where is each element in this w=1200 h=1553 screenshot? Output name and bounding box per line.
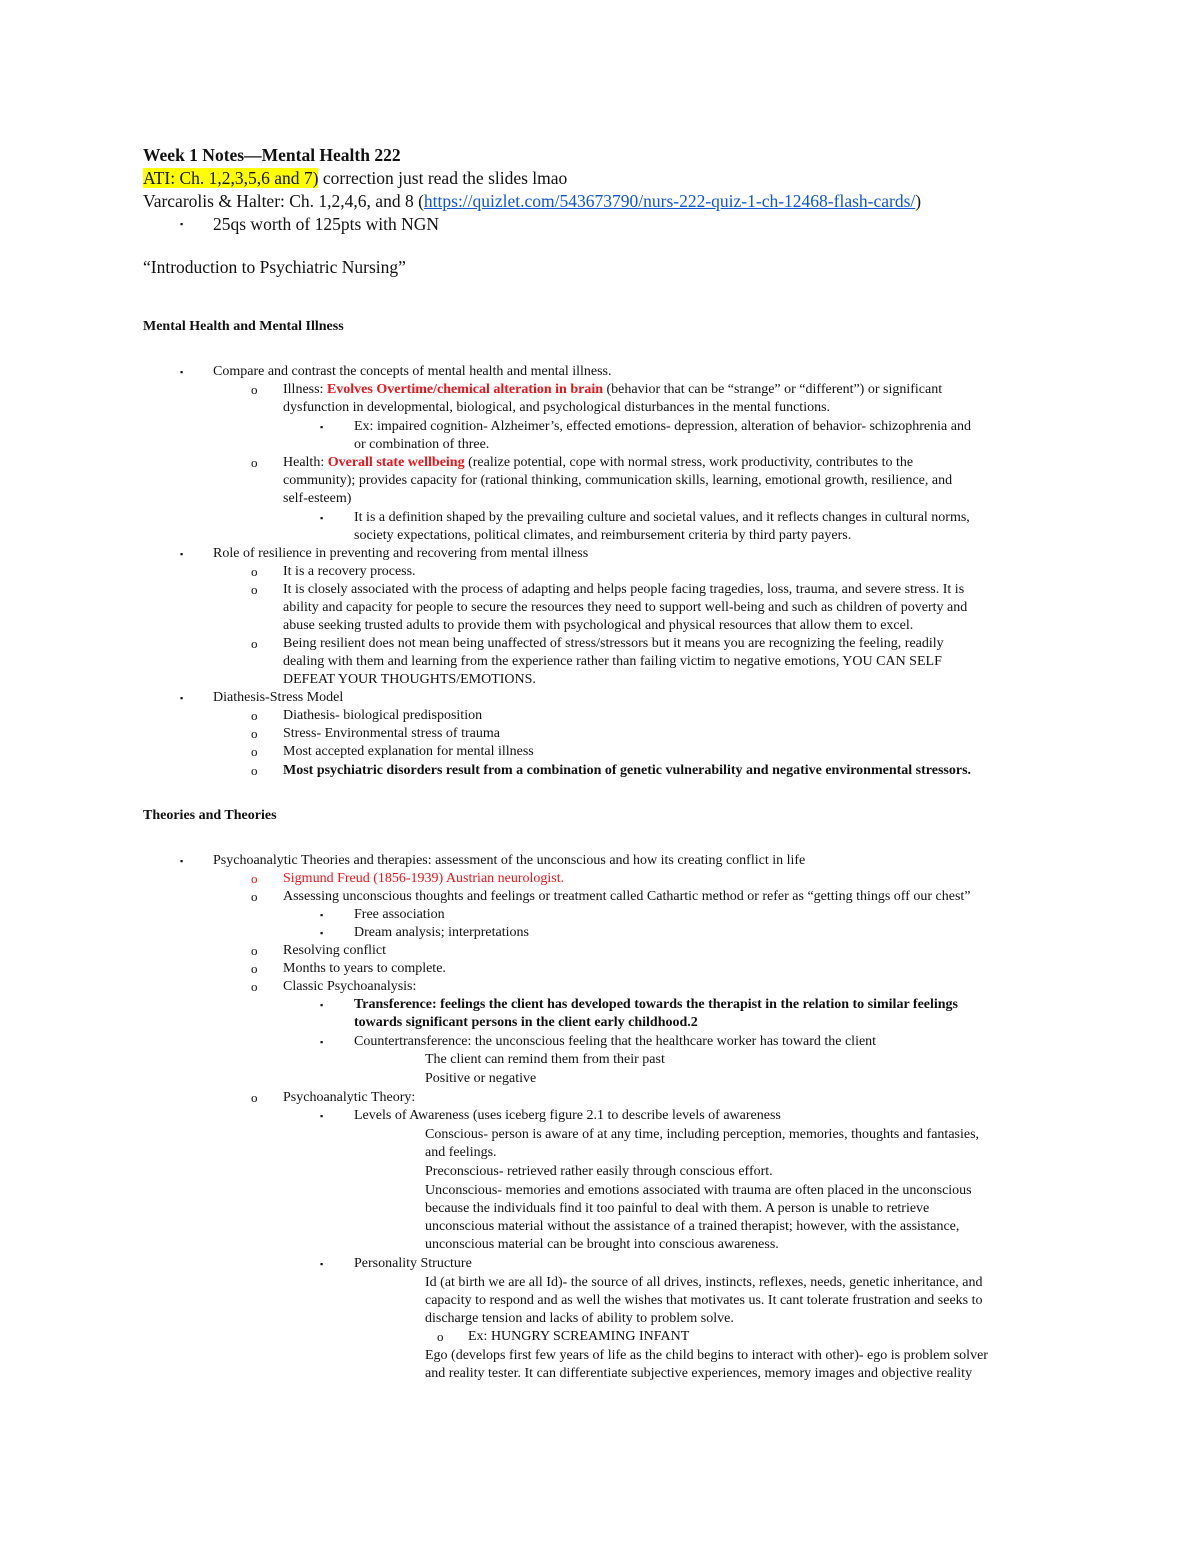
square-bullet: ▪ (180, 219, 184, 229)
list-item: Diathesis-Stress Model (213, 690, 344, 705)
list-item: Compare and contrast the concepts of mental health and mental illness. (213, 364, 612, 379)
circle-bullet: o (251, 455, 258, 470)
health-emphasis: Overall state wellbeing (327, 455, 465, 470)
quizlet-link[interactable]: https://quizlet.com/543673790/nurs-222-quiz-1-ch-12468-flash-cards/ (423, 191, 916, 211)
ati-line (143, 168, 567, 189)
list-item: and feelings. (425, 1145, 497, 1160)
list-item: Diathesis- biological predisposition (283, 708, 483, 723)
list-item: Assessing unconscious thoughts and feelings or treatment called Cathartic method or refer as “getting things off our chest” (283, 889, 971, 904)
square-bullet: ▪ (320, 928, 324, 938)
square-bullet: ▪ (180, 367, 184, 377)
list-item: The client can remind them from their past (425, 1052, 665, 1067)
square-bullet: ▪ (320, 422, 324, 432)
list-item: and reality tester. It can differentiate subjective experiences, memory images and objective reality (425, 1366, 973, 1381)
list-item: unconscious material can be brought into conscious awareness. (425, 1237, 779, 1252)
square-bullet: ▪ (320, 1000, 324, 1010)
list-item: self-esteem) (283, 491, 352, 506)
list-item: It is a recovery process. (283, 564, 416, 579)
list-item: community); provides capacity for (rational thinking, communication skills, learning, emotional growth, resilience, and (283, 473, 953, 488)
list-item: Ex: HUNGRY SCREAMING INFANT (468, 1329, 690, 1344)
list-item: Resolving conflict (283, 943, 387, 958)
list-item: Psychoanalytic Theory: (283, 1090, 416, 1105)
list-item: Psychoanalytic Theories and therapies: assessment of the unconscious and how its creating conflict in life (213, 853, 806, 868)
list-item: society expectations, political climates, and reimbursement criteria by third party payers. (354, 528, 852, 543)
varcarolis-close: ) (915, 191, 922, 211)
list-item: DEFEAT YOUR THOUGHTS/EMOTIONS. (283, 672, 536, 687)
section-heading-theories: Theories and Theories (143, 808, 277, 823)
illness-emphasis: Evolves Overtime/chemical alteration in brain (326, 382, 604, 397)
health-text: (realize potential, cope with normal stress, work productivity, contributes to the (464, 455, 914, 470)
circle-bullet: o (251, 1090, 258, 1105)
list-item: or combination of three. (354, 437, 490, 452)
illness-label: Illness: (283, 382, 327, 397)
ati-note: correction just read the slides lmao (318, 168, 568, 188)
illness-text: (behavior that can be “strange” or “different”) or significant (603, 382, 943, 397)
list-item: Being resilient does not mean being unaffected of stress/stressors but it means you are recognizing the feeling, readily (283, 636, 944, 651)
list-item: capacity to respond and as well the wishes that motivates us. It cant tolerate frustration and seeks to (425, 1293, 983, 1308)
document-title: Week 1 Notes—Mental Health 222 (143, 145, 401, 165)
circle-bullet: o (251, 943, 258, 958)
list-item: abuse seeking trusted adults to provide them with psychological and physical resources that allow them to excel. (283, 618, 914, 633)
intro-title: “Introduction to Psychiatric Nursing” (143, 257, 406, 277)
circle-bullet: o (251, 763, 258, 778)
varcarolis-line (143, 191, 921, 212)
list-item: Dream analysis; interpretations (354, 925, 529, 940)
list-item: Preconscious- retrieved rather easily through conscious effort. (425, 1164, 773, 1179)
circle-bullet: o (251, 708, 258, 723)
list-item: Countertransference: the unconscious feeling that the healthcare worker has toward the client (354, 1034, 877, 1049)
list-item: ability and capacity for people to secure the resources they need to support well-being and such as children of poverty and (283, 600, 968, 615)
ati-highlight: ATI: Ch. 1,2,3,5,6 and 7) (143, 168, 319, 188)
square-bullet: ▪ (320, 1111, 324, 1121)
list-item: Ego (develops first few years of life as the child begins to interact with other)- ego is problem solver (425, 1348, 988, 1363)
square-bullet: ▪ (320, 910, 324, 920)
square-bullet: ▪ (180, 693, 184, 703)
circle-bullet: o (251, 961, 258, 976)
list-item: Role of resilience in preventing and recovering from mental illness (213, 546, 589, 561)
list-item: Classic Psychoanalysis: (283, 979, 417, 994)
list-item: Most accepted explanation for mental illness (283, 744, 534, 759)
square-bullet: ▪ (180, 549, 184, 559)
health-line (283, 454, 913, 472)
list-item: Id (at birth we are all Id)- the source of all drives, instincts, reflexes, needs, genetic inheritance, and (425, 1275, 983, 1290)
list-item: Personality Structure (354, 1256, 472, 1271)
list-item: Sigmund Freud (1856-1939) Austrian neurologist. (283, 871, 565, 886)
list-item: unconscious material without the assistance of a trained therapist; however, with the assistance, (425, 1219, 960, 1234)
list-item: towards significant persons in the client early childhood.2 (354, 1015, 698, 1030)
list-item: Unconscious- memories and emotions associated with trauma are often placed in the unconscious (425, 1183, 972, 1198)
list-item: Conscious- person is aware of at any time, including perception, memories, thoughts and fantasies, (425, 1127, 980, 1142)
square-bullet: ▪ (320, 1259, 324, 1269)
list-item: dysfunction in developmental, biological, and psychological disturbances in the mental functions. (283, 400, 831, 415)
list-item: Free association (354, 907, 445, 922)
section-heading-mental-health: Mental Health and Mental Illness (143, 319, 344, 334)
circle-bullet: o (251, 582, 258, 597)
list-item: Transference: feelings the client has developed towards the therapist in the relation to similar feelings (354, 997, 959, 1012)
list-item: Stress- Environmental stress of trauma (283, 726, 500, 741)
varcarolis-text: Varcarolis & Halter: Ch. 1,2,4,6, and 8 ( (143, 191, 424, 211)
list-item: It is closely associated with the process of adapting and helps people facing tragedies, loss, trauma, and severe stress. It is (283, 582, 965, 597)
list-item: discharge tension and lacks of ability to problem solve. (425, 1311, 734, 1326)
list-item: Positive or negative (425, 1071, 537, 1086)
list-item: because the individuals find it too painful to deal with them. A person is unable to retrieve (425, 1201, 930, 1216)
circle-bullet: o (251, 382, 258, 397)
circle-bullet: o (251, 889, 258, 904)
square-bullet: ▪ (320, 1037, 324, 1047)
list-item: dealing with them and learning from the experience rather than failing victim to negative emotions, YOU CAN SELF (283, 654, 942, 669)
list-item: Levels of Awareness (uses iceberg figure 2.1 to describe levels of awareness (354, 1108, 781, 1123)
circle-bullet: o (251, 636, 258, 651)
list-item: Months to years to complete. (283, 961, 446, 976)
ngn-note: 25qs worth of 125pts with NGN (213, 214, 440, 234)
circle-bullet: o (251, 744, 258, 759)
square-bullet: ▪ (180, 856, 184, 866)
health-label: Health: (283, 455, 328, 470)
list-item: It is a definition shaped by the prevailing culture and societal values, and it reflects changes in cultural norms, (354, 510, 970, 525)
circle-bullet: o (251, 979, 258, 994)
square-bullet: ▪ (320, 513, 324, 523)
list-item: Ex: impaired cognition- Alzheimer’s, effected emotions- depression, alteration of behavior- schizophrenia and (354, 419, 971, 434)
circle-bullet: o (251, 726, 258, 741)
list-item: Most psychiatric disorders result from a combination of genetic vulnerability and negative environmental stressors. (283, 763, 972, 778)
circle-bullet: o (251, 871, 258, 886)
illness-line (283, 381, 942, 399)
circle-bullet: o (251, 564, 258, 579)
circle-bullet: o (437, 1329, 444, 1344)
